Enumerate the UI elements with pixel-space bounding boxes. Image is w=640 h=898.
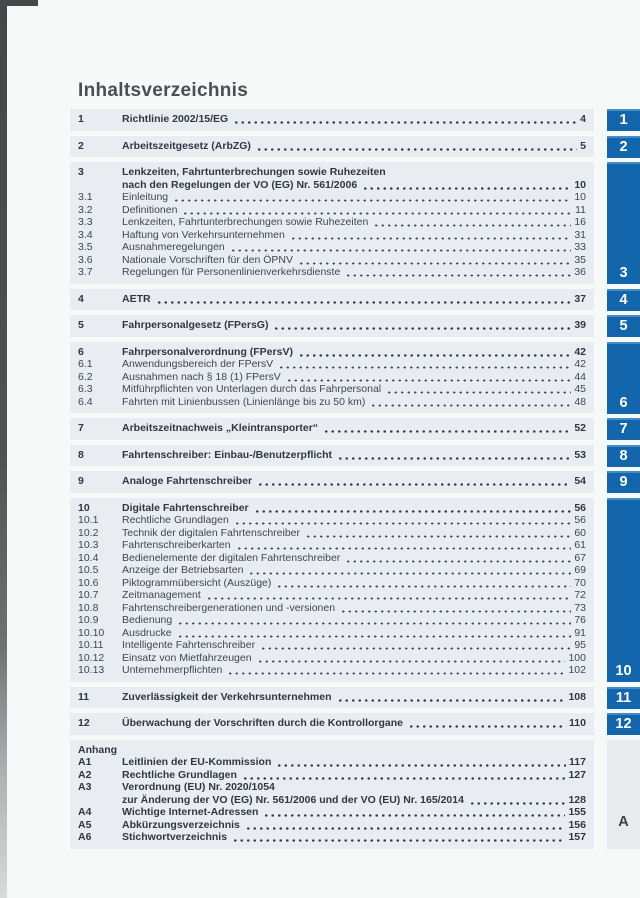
entry-title: Fahrtenschreiber: Einbau-/Benutzerpflicht [122, 448, 333, 461]
toc-entry-row [78, 319, 586, 332]
toc-entry-row [78, 475, 586, 488]
toc-entry-row [78, 577, 586, 590]
page-number: 67 [574, 551, 586, 564]
toc-content [70, 80, 594, 854]
page-number: 10 [574, 191, 586, 203]
chapter-tab-2 [607, 136, 640, 158]
entry-title: Fahrtenschreibergenerationen und -versionen [122, 601, 336, 614]
chapter-tab-5 [607, 315, 640, 337]
entry-title: Intelligente Fahrtenschreiber [122, 639, 256, 651]
entry-title: Fahrpersonalgesetz (FPersG) [122, 319, 269, 331]
page-number: 35 [574, 253, 586, 266]
dot-leader [337, 457, 571, 460]
entry-title: Wichtige Internet-Adressen [122, 806, 259, 818]
scan-edge-top [0, 0, 38, 6]
toc-entry-row [78, 241, 586, 254]
entry-title: Einleitung [122, 191, 169, 203]
chapter-tab-8 [607, 445, 640, 467]
entry-number: 10.5 [78, 564, 99, 576]
toc-entry-row [78, 266, 586, 279]
entry-number: 10.13 [78, 664, 105, 676]
dot-leader [273, 327, 571, 330]
page-number: 127 [568, 768, 586, 781]
toc-entry-row [78, 527, 586, 540]
entry-title: Überwachung der Vorschriften durch die Kontrollorgane [122, 717, 404, 729]
chapter-tab-label: 7 [619, 420, 628, 437]
entry-title: Rechtliche Grundlagen [122, 768, 237, 781]
chapter-tab-label: 6 [619, 394, 628, 411]
toc-entry-row [78, 396, 586, 409]
toc-entry-row [78, 204, 586, 217]
page-number: 110 [569, 717, 586, 729]
entry-number: 12 [78, 717, 90, 729]
entry-title: Haftung von Verkehrsunternehmen [122, 228, 285, 241]
page-number: 72 [574, 589, 586, 601]
dot-leader [245, 827, 566, 830]
chapter-tab-1 [607, 109, 640, 131]
chapter-tab-11 [607, 687, 640, 709]
entry-title: Regelungen für Personenlinienverkehrsdienste [122, 266, 341, 278]
dot-leader [248, 572, 571, 575]
page-number: 54 [574, 475, 586, 487]
toc-section [70, 315, 594, 337]
dot-leader [323, 430, 571, 433]
dot-leader [232, 839, 565, 842]
entry-number: 3.1 [78, 191, 93, 203]
dot-leader [370, 404, 571, 407]
toc-entry-row [78, 756, 586, 769]
entry-title: Ausnahmeregelungen [122, 241, 225, 253]
dot-leader [337, 699, 566, 702]
toc-entry-row [78, 229, 586, 242]
page-number: 56 [574, 514, 586, 526]
entry-number: 10.8 [78, 601, 99, 614]
entry-title: Bedienelemente der digitalen Fahrtenschreiber [122, 551, 341, 564]
page-number: 42 [574, 345, 586, 358]
dot-leader [230, 249, 572, 252]
entry-title: zur Änderung der VO (EG) Nr. 561/2006 und der VO (EU) Nr. 165/2014 [122, 793, 464, 806]
chapter-tab-6 [607, 342, 640, 414]
toc-section [70, 162, 594, 284]
chapter-tab-label: 9 [619, 473, 628, 490]
toc-entry-row [78, 514, 586, 527]
entry-title: Fahrtenschreiberkarten [122, 539, 231, 551]
dot-leader [254, 510, 572, 513]
entry-title: Ausdrucke [122, 626, 172, 639]
dot-leader [386, 391, 571, 394]
toc-section [70, 498, 594, 682]
page-number: 11 [575, 203, 586, 216]
page-number: 42 [574, 358, 586, 370]
toc-entry-row [78, 383, 586, 396]
entry-number: 3.3 [78, 216, 93, 228]
entry-number: 6.2 [78, 370, 93, 383]
chapter-tab-4 [607, 289, 640, 311]
dot-leader [298, 354, 571, 357]
dot-leader [177, 635, 572, 638]
chapter-tab-label: 1 [619, 111, 628, 128]
entry-title: Zuverlässigkeit der Verkehrsunternehmen [122, 690, 332, 703]
entry-number: A5 [78, 818, 92, 831]
entry-number: 6.3 [78, 383, 93, 395]
page-number: 48 [574, 395, 586, 408]
entry-title: Fahrten mit Linienbussen (Linienlänge bis zu 50 km) [122, 395, 366, 408]
entry-title: Abkürzungsverzeichnis [122, 818, 240, 831]
page-number: 37 [574, 292, 586, 305]
chapter-tab-label: 3 [619, 264, 628, 281]
entry-title: nach den Regelungen der VO (EG) Nr. 561/2006 [122, 178, 358, 191]
entry-title: Zeitmanagement [122, 589, 201, 601]
page-number: 102 [568, 664, 586, 676]
entry-number: 6.1 [78, 358, 93, 370]
dot-leader [257, 660, 566, 663]
page-number: 39 [574, 319, 586, 331]
dot-leader [234, 522, 571, 525]
entry-number: 3.4 [78, 228, 93, 241]
toc-entry-row [78, 627, 586, 640]
dot-leader [298, 262, 571, 265]
page-number: 117 [569, 756, 586, 768]
toc-entry-row [78, 691, 586, 704]
entry-number: Anhang [78, 743, 118, 756]
page-number: 36 [574, 266, 586, 278]
toc-section [70, 445, 594, 467]
entry-number: 3.6 [78, 253, 93, 266]
dot-leader [362, 187, 571, 190]
toc-section [70, 342, 594, 414]
dot-leader [227, 672, 565, 675]
chapter-tab-12 [607, 713, 640, 735]
entry-title: Arbeitszeitgesetz (ArbZG) [122, 139, 251, 152]
page-number: 100 [568, 651, 586, 664]
chapter-tab-label: 10 [615, 662, 632, 679]
toc-entry-row [78, 191, 586, 204]
chapter-tab-label: 8 [619, 447, 628, 464]
toc-entry-row [78, 717, 586, 730]
entry-number: 3 [78, 166, 84, 178]
toc-entry-row [78, 744, 586, 757]
toc-entry-row [78, 831, 586, 844]
toc-entry-row [78, 652, 586, 665]
entry-title: Lenkzeiten, Fahrtunterbrechungen sowie Ruhezeiten [122, 166, 386, 178]
toc-entry-row [78, 346, 586, 359]
dot-leader [286, 379, 572, 382]
chapter-tab-label: 4 [619, 291, 628, 308]
page-number: 53 [574, 448, 586, 461]
dot-leader [469, 802, 566, 805]
dot-leader [233, 121, 577, 124]
dot-leader [408, 725, 566, 728]
page-number: 155 [568, 806, 586, 818]
toc-entry-row [78, 502, 586, 515]
toc-entry-row [78, 358, 586, 371]
page-title: Inhaltsverzeichnis [78, 80, 249, 101]
toc-entry-row [78, 422, 586, 435]
dot-leader [256, 148, 577, 151]
entry-title: Rechtliche Grundlagen [122, 514, 229, 526]
entry-title: Ausnahmen nach § 18 (1) FPersV [122, 370, 281, 383]
dot-leader [177, 622, 571, 625]
entry-number: 3.7 [78, 266, 93, 278]
entry-number: 1 [78, 113, 84, 125]
dot-leader [242, 777, 566, 780]
toc-entry-row [78, 639, 586, 652]
toc-entry-row [78, 166, 586, 179]
entry-title: Piktogrammübersicht (Auszüge) [122, 576, 272, 589]
toc-entry-row [78, 614, 586, 627]
entry-number: 3.2 [78, 203, 93, 216]
toc-entry-row [78, 449, 586, 462]
page-number: 157 [568, 831, 586, 843]
dot-leader [276, 764, 566, 767]
entry-number: 10.9 [78, 614, 99, 626]
entry-number: 10.12 [78, 651, 105, 664]
entry-title: Verordnung (EU) Nr. 2020/1054 [122, 781, 275, 793]
dot-leader [182, 212, 572, 215]
entry-number: 6.4 [78, 395, 93, 408]
page-number: 61 [574, 539, 586, 551]
entry-number: 9 [78, 475, 84, 487]
entry-number: A4 [78, 806, 92, 818]
chapter-tab-10 [607, 498, 640, 682]
entry-title: Nationale Vorschriften für den ÖPNV [122, 253, 294, 266]
dot-leader [278, 366, 571, 369]
toc-sections [70, 109, 594, 849]
dot-leader [260, 647, 571, 650]
dot-leader [173, 199, 571, 202]
chapter-tab-label: 2 [619, 138, 628, 155]
entry-title: Lenkzeiten, Fahrtunterbrechungen sowie Ruhezeiten [122, 216, 369, 228]
toc-entry-row [78, 781, 586, 794]
toc-entry-row [78, 293, 586, 306]
page-number: 16 [574, 216, 586, 228]
toc-entry-row [78, 371, 586, 384]
entry-number: A2 [78, 768, 92, 781]
page-number: 70 [574, 576, 586, 589]
toc-entry-row [78, 539, 586, 552]
dot-leader [305, 535, 571, 538]
entry-title: Unternehmerpflichten [122, 664, 223, 676]
toc-section [70, 418, 594, 440]
dot-leader [263, 814, 565, 817]
entry-title: Anzeige der Betriebsarten [122, 564, 244, 576]
toc-section [70, 289, 594, 311]
toc-entry-row [78, 589, 586, 602]
page-number: 10 [574, 178, 586, 191]
entry-title: Anwendungsbereich der FPersV [122, 358, 274, 370]
entry-title: Leitlinien der EU-Kommission [122, 756, 272, 768]
page-number: 69 [574, 564, 586, 576]
entry-title: Bedienung [122, 614, 173, 626]
dot-leader [340, 610, 571, 613]
chapter-tab-9 [607, 471, 640, 493]
entry-number: A3 [78, 781, 92, 793]
chapter-tab-label: 12 [615, 715, 632, 732]
entry-number: 10.2 [78, 526, 99, 539]
entry-number: A1 [78, 756, 92, 768]
toc-section [70, 109, 594, 131]
entry-title: AETR [122, 292, 151, 305]
entry-number: 11 [78, 690, 90, 703]
toc-section [70, 471, 594, 493]
entry-title: Definitionen [122, 203, 178, 216]
chapter-tab-label: 11 [615, 689, 632, 706]
toc-entry-row [78, 216, 586, 229]
chapter-tab-label: 5 [619, 317, 628, 334]
page-number: 44 [574, 370, 586, 383]
toc-section [70, 713, 594, 735]
dot-leader [345, 274, 571, 277]
page-number: 128 [568, 793, 586, 806]
page-number: 5 [580, 139, 586, 152]
page-number: 45 [574, 383, 586, 395]
dot-leader [156, 301, 572, 304]
entry-number: 7 [78, 422, 84, 434]
entry-number: A6 [78, 831, 92, 843]
dot-leader [276, 585, 571, 588]
entry-title: Fahrpersonalverordnung (FPersV) [122, 345, 293, 358]
toc-entry-row [78, 254, 586, 267]
dot-leader [345, 560, 571, 563]
entry-number: 4 [78, 292, 84, 305]
page-number: 156 [568, 818, 586, 831]
toc-entry-row [78, 794, 586, 807]
toc-entry-row [78, 602, 586, 615]
entry-number: 8 [78, 448, 84, 461]
entry-number: 10.7 [78, 589, 99, 601]
toc-entry-row [78, 564, 586, 577]
page-number: 108 [568, 690, 586, 703]
page-number: 56 [574, 501, 586, 514]
page-number: 91 [574, 626, 586, 639]
entry-number: 10.1 [78, 514, 99, 526]
dot-leader [373, 224, 571, 227]
toc-entry-row [78, 179, 586, 192]
entry-number: 10.6 [78, 576, 99, 589]
entry-number: 10.3 [78, 539, 99, 551]
toc-section [70, 687, 594, 709]
entry-title: Stichwortverzeichnis [122, 831, 228, 843]
page-number: 52 [574, 422, 586, 434]
entry-title: Richtlinie 2002/15/EG [122, 113, 229, 125]
entry-title: Mitführpflichten von Unterlagen durch das Fahrpersonal [122, 383, 382, 395]
toc-entry-row [78, 113, 586, 126]
entry-number: 5 [78, 319, 84, 331]
dot-leader [257, 483, 571, 486]
dot-leader [206, 597, 572, 600]
entry-title: Arbeitszeitnachweis „Kleintransporter“ [122, 422, 319, 434]
toc-entry-row [78, 769, 586, 782]
page-number: 76 [574, 614, 586, 626]
page-number: 33 [574, 241, 586, 253]
toc-entry-row [78, 140, 586, 153]
entry-number: 3.5 [78, 241, 93, 253]
dot-leader [236, 547, 572, 550]
toc-entry-row [78, 552, 586, 565]
toc-section [70, 136, 594, 158]
page-number: 31 [574, 228, 586, 241]
entry-number: 10 [78, 501, 90, 514]
page-number: 60 [574, 526, 586, 539]
page-number: 4 [580, 113, 586, 125]
entry-number: 6 [78, 345, 84, 358]
chapter-tab-3 [607, 162, 640, 284]
toc-section [70, 740, 594, 849]
entry-number: 2 [78, 139, 84, 152]
page-number: 95 [574, 639, 586, 651]
chapter-tab-a [607, 740, 640, 849]
toc-entry-row [78, 819, 586, 832]
entry-title: Digitale Fahrtenschreiber [122, 501, 249, 514]
entry-title: Einsatz von Mietfahrzeugen [122, 651, 252, 664]
entry-number: 10.11 [78, 639, 104, 651]
entry-number: 10.10 [78, 626, 105, 639]
entry-number: 10.4 [78, 551, 99, 564]
dot-leader [290, 237, 571, 240]
entry-title: Analoge Fahrtenschreiber [122, 475, 253, 487]
entry-title: Technik der digitalen Fahrtenschreiber [122, 526, 301, 539]
page-number: 73 [574, 601, 586, 614]
toc-entry-row [78, 664, 586, 677]
chapter-tab-label: A [618, 813, 629, 830]
scan-edge-left [0, 0, 7, 898]
toc-entry-row [78, 806, 586, 819]
chapter-tab-7 [607, 418, 640, 440]
